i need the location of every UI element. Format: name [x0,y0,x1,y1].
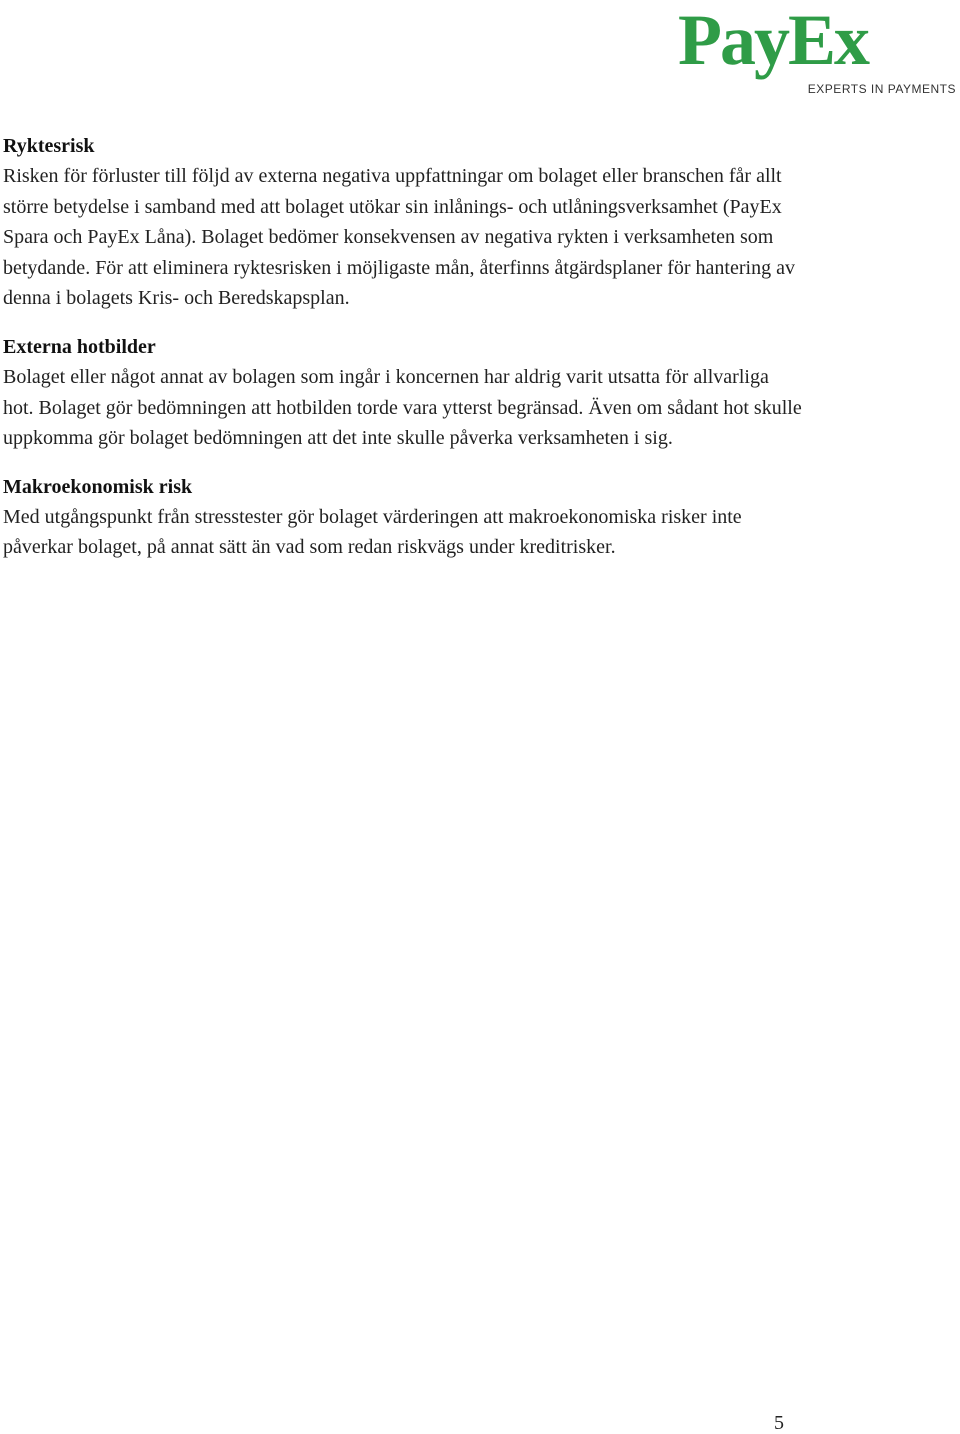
section-heading: Externa hotbilder [3,335,156,358]
payex-logo [678,0,958,96]
section-ryktesrisk [3,131,803,314]
page-number: 5 [774,1412,784,1434]
section-paragraph: Bolaget eller något annat av bolagen som ingår i koncernen har aldrig varit utsatta för allvarliga hot. Bolaget gör bedömningen att hotbilden torde vara ytterst begränsad. Även om sådant hot skulle uppkomma gör bolaget bedömningen att det inte skulle påverka verksamheten i sig. [3,365,802,450]
section-externa-hotbilder [3,332,803,454]
document-body [3,131,803,581]
section-paragraph: Med utgångspunkt från stresstester gör bolaget värderingen att makroekonomiska risker inte påverkar bolaget, på annat sätt än vad som redan riskvägs under kreditrisker. [3,505,742,559]
logo-tagline: EXPERTS IN PAYMENTS [807,82,956,96]
section-heading: Makroekonomisk risk [3,475,193,498]
section-makroekonomisk-risk [3,472,803,563]
section-heading: Ryktesrisk [3,135,95,157]
logo-wordmark: PayEx [678,0,869,80]
section-paragraph: Risken för förluster till följd av externa negativa uppfattningar om bolaget eller branschen får allt större betydelse i samband med att bolaget utökar sin inlånings- och utlåningsverksamhet (PayEx Spara och PayEx Låna). Bolaget bedömer konsekvensen av negativa rykten i verksamheten som betydande. För att eliminera ryktesrisken i möjligaste mån, återfinns åtgärdsplaner för hantering av denna i bolagets Kris- och Beredskapsplan. [3,165,795,310]
